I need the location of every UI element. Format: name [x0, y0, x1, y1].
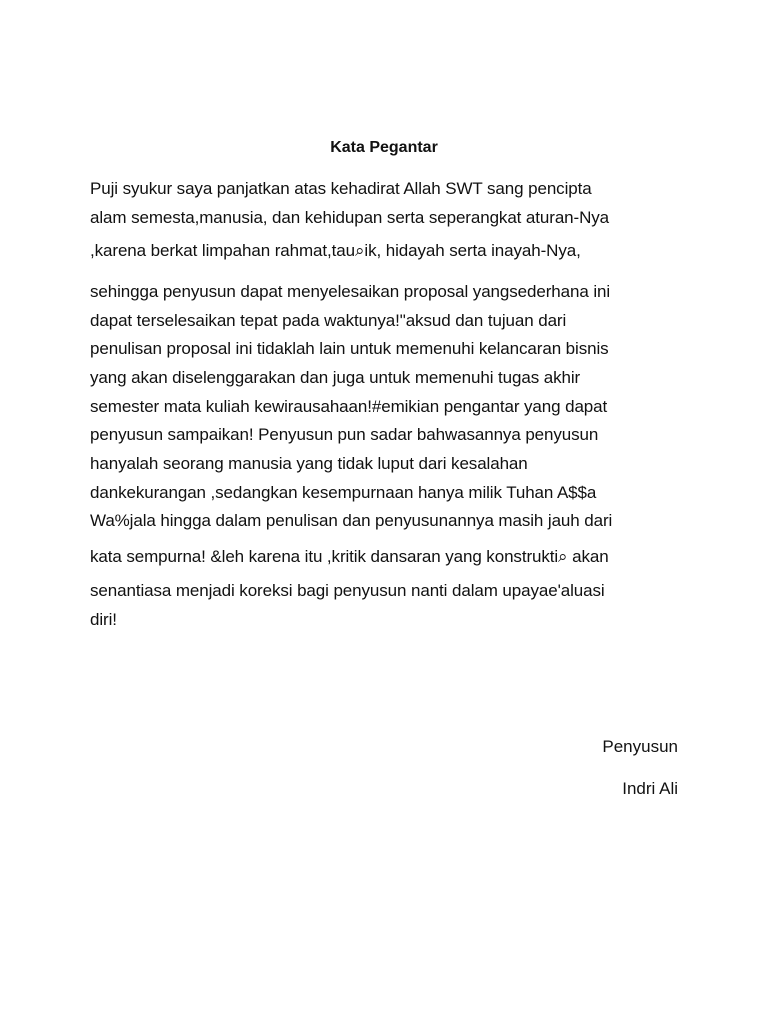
- body-line-2: alam semesta,manusia, dan kehidupan serta seperangkat aturan-Nya: [90, 208, 610, 227]
- body-line-15: diri!: [90, 610, 117, 629]
- signature-role: Penyusun: [602, 737, 678, 756]
- document-title: Kata Pegantar: [330, 139, 438, 156]
- body-line-12: Wa%jala hingga dalam penulisan dan penyusunannya masih jauh dari: [90, 511, 613, 530]
- body-line-8: semester mata kuliah kewirausahaan!#emikian pengantar yang dapat: [90, 397, 608, 416]
- signature-name: Indri Ali: [622, 779, 678, 798]
- body-line-4: sehingga penyusun dapat menyelesaikan proposal yangsederhana ini: [90, 282, 611, 301]
- body-line-5: dapat terselesaikan tepat pada waktunya!"aksud dan tujuan dari: [90, 311, 567, 330]
- body-line-1: Puji syukur saya panjatkan atas kehadirat Allah SWT sang pencipta: [90, 179, 592, 198]
- body-line-10: hanyalah seorang manusia yang tidak luput dari kesalahan: [90, 454, 528, 473]
- body-line-14: senantiasa menjadi koreksi bagi penyusun nanti dalam upayae'aluasi: [90, 581, 605, 600]
- body-line-13: kata sempurna! &leh karena itu ,kritik dansaran yang konstrukti⌕ akan: [90, 547, 609, 566]
- body-line-7: yang akan diselenggarakan dan juga untuk memenuhi tugas akhir: [90, 368, 581, 387]
- body-line-6: penulisan proposal ini tidaklah lain untuk memenuhi kelancaran bisnis: [90, 339, 609, 358]
- body-line-11: dankekurangan ,sedangkan kesempurnaan hanya milik Tuhan A$$a: [90, 483, 597, 502]
- body-line-3: ,karena berkat limpahan rahmat,tau⌕ik, hidayah serta inayah-Nya,: [90, 241, 581, 260]
- body-line-9: penyusun sampaikan! Penyusun pun sadar bahwasannya penyusun: [90, 425, 599, 444]
